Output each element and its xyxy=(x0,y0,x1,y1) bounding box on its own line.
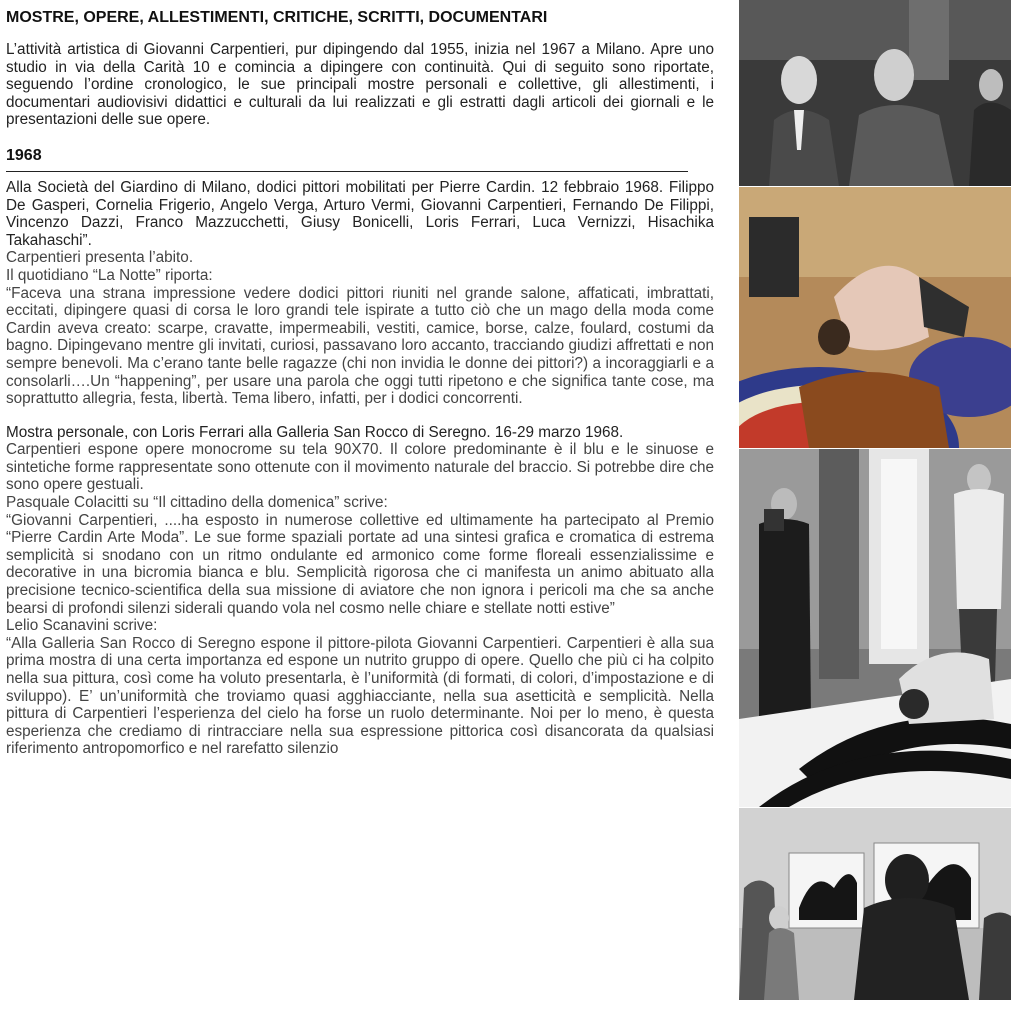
event2-source-2: Lelio Scanavini scrive: xyxy=(6,617,158,635)
photo-gallery-visitors xyxy=(739,808,1011,1000)
photo-reception xyxy=(739,0,1011,186)
photo-column xyxy=(739,0,1011,1000)
spacer xyxy=(6,408,714,424)
event1-note: Carpentieri presenta l’abito. xyxy=(6,249,194,267)
event1-source: Il quotidiano “La Notte” riporta: xyxy=(6,266,213,284)
event2-headline: Mostra personale, con Loris Ferrari alla Galleria San Rocco di Seregno. 16-29 marzo 1968. xyxy=(6,423,624,441)
text-column xyxy=(6,0,714,758)
event2-description: Carpentieri espone opere monocrome su tela 90X70. Il colore predominante è il blu e le sinuose e sintetiche forme rappresentate sono ottenute con il movimento naturale del braccio. Si potrebbe dire che sono opere gestuali. xyxy=(6,441,714,494)
event2-quote-1: “Giovanni Carpentieri, ....ha esposto in numerose collettive ed ultimamente ha partecipato al Premio “Pierre Cardin Arte Moda”. Le sue forme spaziali portate ad una sintesi grafica e cromatica di estrema semplicità si snodano con un ritmo ondulante ed armonico come forme floreali essenzialissime e decorative in una bicromia bianca e blu. Semplicità rigorosa che ci manifesta un animo abituato alla precisione tecnico-scientifica della sua missione di aviatore che non ignora i pericoli ma che sa anche bearsi di profondi silenzi siderali quando vola nel cosmo nelle chiare e stellate notti estive” xyxy=(6,511,714,617)
intro-paragraph: L’attività artistica di Giovanni Carpentieri, pur dipingendo dal 1955, inizia nel 1967 a Milano. Apre uno studio in via della Carità 10 e comincia a dipingere con continuità. Qui di seguito sono riportate, seguendo l’ordine cronologico, le sue principali mostre personali e collettive, gli allestimenti, i documentari audiovisivi didattici e culturali da lui realizzati e gli estratti dagli articoli dei giornali e le presentazioni delle sue opere. xyxy=(6,41,714,129)
event1-headline: Alla Società del Giardino di Milano, dodici pittori mobilitati per Pierre Cardin. 12 febbraio 1968. Filippo De Gasperi, Cornelia Frigerio, Angelo Verga, Arturo Vermi, Giovanni Carpentieri, Fernando De Filippi, Vincenzo Dazzi, Franco Mazzucchetti, Giusy Bonicelli, Loris Ferrari, Luca Vernizzi, Hisachika Takahaschi”. xyxy=(6,178,714,249)
year-divider xyxy=(6,171,688,172)
year-heading: 1968 xyxy=(6,146,42,164)
event2-source-1: Pasquale Colacitti su “Il cittadino della domenica” scrive: xyxy=(6,494,388,512)
photo-filming-session xyxy=(739,449,1011,807)
event1-quote: “Faceva una strana impressione vedere dodici pittori riuniti nel grande salone, affaticati, imbrattati, eccitati, dipingere quasi di corsa le loro grandi tele ispirate a tutto ciò che un mago della moda come Cardin aveva creato: scarpe, cravatte, impermeabili, vestiti, camice, borse, calze, foulard, costumi da bagno. Dipingevano mentre gli invitati, curiosi, passavano loro accanto, tracciando giudizi affrettati e non sempre benevoli. Ma c’erano tante belle ragazze (chi non invidia le donne dei pittori?) a incoraggiarli e a consolarli….Un “happening”, per usare una parola che oggi tutti ripetono e che significa tante cose, ma soprattutto allegria, festa, libertà. Tema libero, infatti, per i dodici concorrenti. xyxy=(6,284,714,408)
event2-quote-2: “Alla Galleria San Rocco di Seregno espone il pittore-pilota Giovanni Carpentieri. Carpentieri è alla sua prima mostra di una certa importanza ed espone un nutrito gruppo di opere. Quello che più ci ha colpito nella sua pittura, così come ha voluto presentarla, è l’uniformità (di formati, di colori, d’impostazione e di sviluppo). E’ un’uniformità che troviamo quasi agghiacciante, nella sua asetticità e semplicità. Nella pittura di Carpentieri l’esperienza del cielo ha forse un ruolo determinante. Noi per lo meno, è questa esperienza che crediamo di rintracciare nella sua espressione pittorica così disancorata da qualsiasi riferimento antropomorfico e nel rarefatto silenzio xyxy=(6,634,714,758)
page-title: MOSTRE, OPERE, ALLESTIMENTI, CRITICHE, SCRITTI, DOCUMENTARI xyxy=(6,9,548,26)
photo-painter-kneeling xyxy=(739,187,1011,448)
